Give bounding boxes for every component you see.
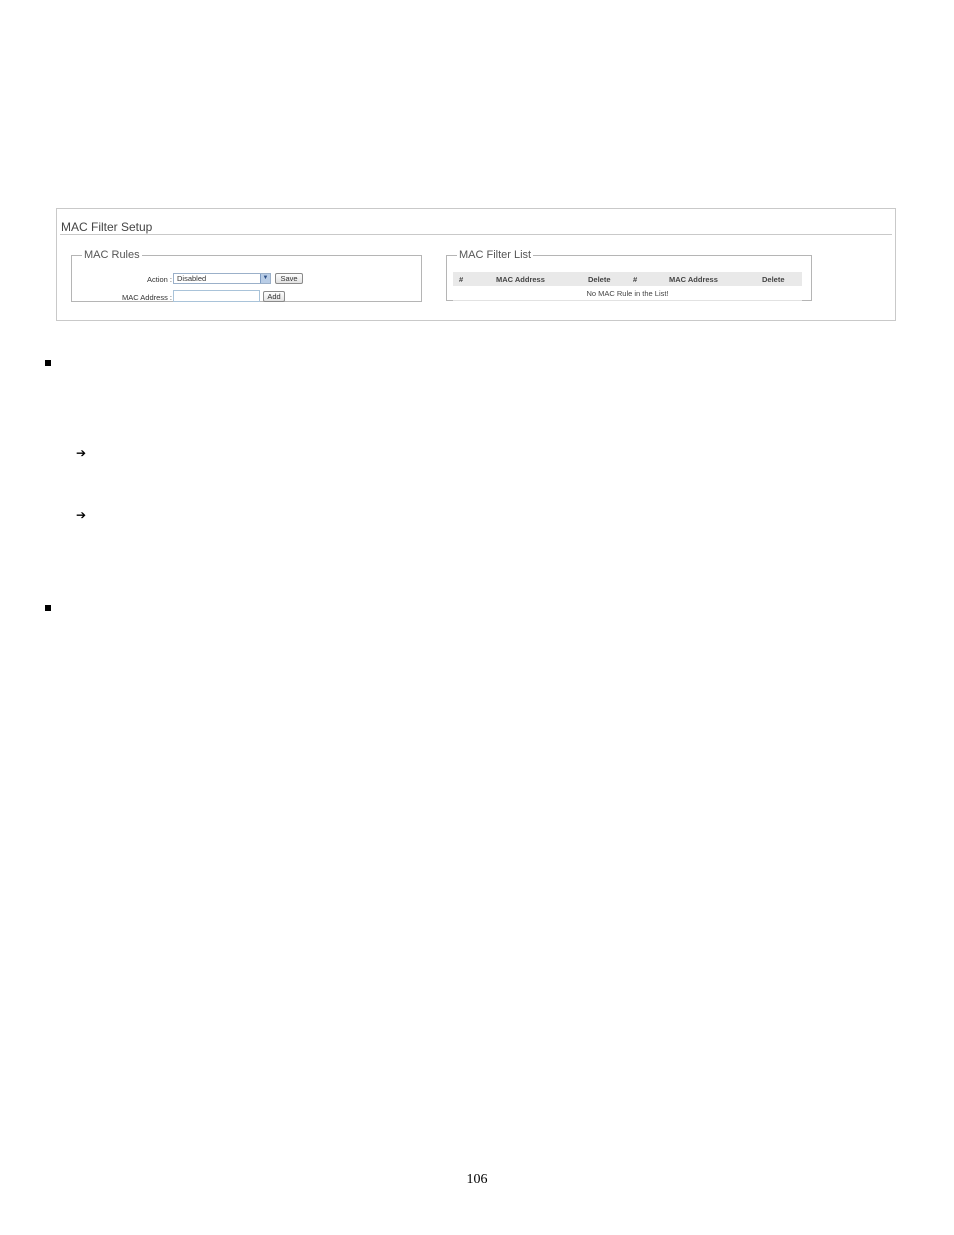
- title-divider: [60, 234, 892, 235]
- square-bullet-icon: [45, 605, 51, 611]
- mac-rules-legend: MAC Rules: [84, 249, 140, 261]
- right-arrow-icon: ➔: [76, 508, 87, 522]
- save-button[interactable]: Save: [275, 273, 303, 284]
- square-bullet-icon: [45, 360, 51, 366]
- action-row: [72, 273, 421, 285]
- table-header: [453, 272, 802, 286]
- chevron-down-icon[interactable]: ▼: [260, 274, 270, 283]
- page-number: 106: [466, 1172, 488, 1187]
- mac-address-input[interactable]: [173, 290, 260, 302]
- column-header-delete: Delete: [588, 275, 611, 284]
- column-header-mac-address-2: MAC Address: [669, 275, 718, 284]
- mac-filter-list-group: [446, 249, 812, 301]
- mac-filter-list-legend: MAC Filter List: [459, 249, 532, 261]
- column-header-delete-2: Delete: [762, 275, 785, 284]
- add-button[interactable]: Add: [263, 291, 285, 302]
- mac-address-label: MAC Address :: [121, 293, 172, 302]
- empty-list-message: No MAC Rule in the List!: [453, 287, 802, 301]
- action-label: Action :: [146, 275, 172, 284]
- mac-filter-setup-panel: [56, 208, 896, 321]
- action-selected-value: Disabled: [177, 274, 207, 283]
- action-select[interactable]: [173, 273, 271, 284]
- right-arrow-icon: ➔: [76, 446, 87, 460]
- column-header-mac-address: MAC Address: [496, 275, 545, 284]
- mac-rules-group: [71, 249, 422, 302]
- panel-title: MAC Filter Setup: [61, 220, 153, 234]
- column-header-number: #: [459, 275, 464, 284]
- column-header-number-2: #: [633, 275, 638, 284]
- mac-address-row: [72, 290, 421, 303]
